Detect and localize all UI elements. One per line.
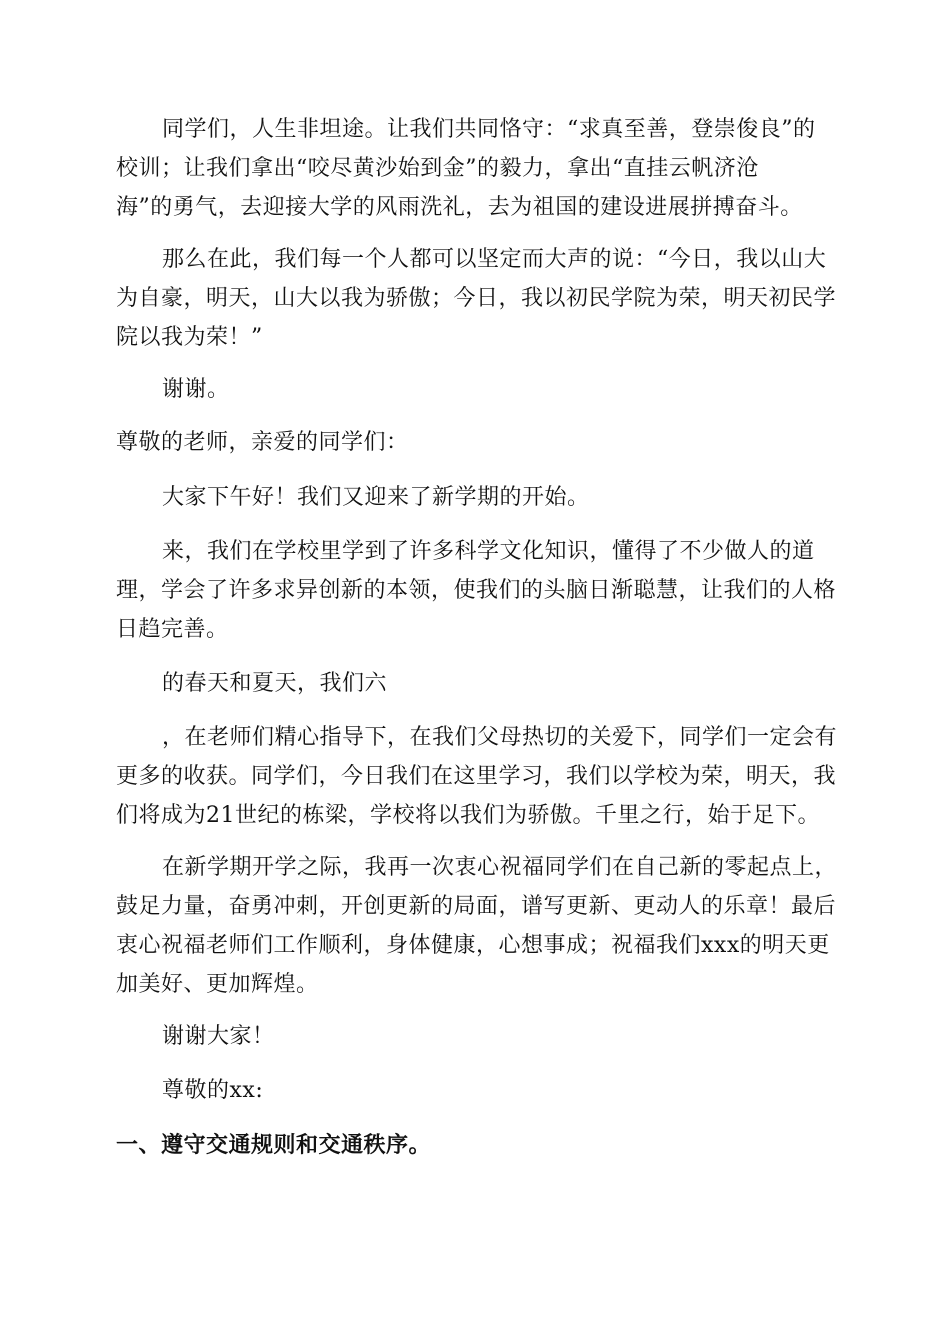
text-line: 同学们，人生非坦途。让我们共同恪守：“求真至善，登崇俊良”的	[162, 117, 816, 142]
paragraph-greeting	[116, 478, 836, 517]
text-line: 谢谢大家！	[162, 1024, 275, 1049]
text-line: 大家下午好！我们又迎来了新学期的开始。	[162, 485, 590, 510]
paragraph-salutation	[116, 423, 836, 462]
text-line: 为自豪，明天，山大以我为骄傲；今日，我以初民学院为荣，明天初民学	[116, 286, 837, 311]
paragraph-declaration	[116, 240, 836, 357]
text-line: 来，我们在学校里学到了许多科学文化知识，懂得了不少做人的道	[162, 539, 815, 564]
text-line: 的春天和夏天，我们六	[162, 671, 388, 696]
text-line: 尊敬的xx:	[162, 1078, 264, 1103]
paragraph-blessing	[116, 848, 836, 1004]
paragraph-salutation-xx	[116, 1071, 836, 1110]
section-heading	[116, 1126, 836, 1165]
paragraph-thanks	[116, 370, 836, 409]
text-line: 谢谢。	[162, 377, 230, 402]
text-line: ，在老师们精心指导下，在我们父母热切的关爱下，同学们一定会有	[162, 725, 838, 750]
paragraph-guidance	[116, 718, 836, 835]
text-line: 衷心祝福老师们工作顺利，身体健康，心想事成；祝福我们xxx的明天更	[116, 933, 830, 958]
text-line: 那么在此，我们每一个人都可以坚定而大声的说：“今日，我以山大	[162, 247, 827, 272]
text-line: 校训；让我们拿出“咬尽黄沙始到金”的毅力，拿出“直挂云帆济沧	[116, 156, 759, 181]
paragraph-thanks-all	[116, 1017, 836, 1056]
paragraph-learning	[116, 532, 836, 649]
paragraph-seasons	[116, 664, 836, 703]
text-line: 海”的勇气，去迎接大学的风雨洗礼，去为祖国的建设进展拼搏奋斗。	[116, 195, 803, 220]
text-line: 理，学会了许多求异创新的本领，使我们的头脑日渐聪慧，让我们的人格	[116, 578, 837, 603]
heading-text: 一、遵守交通规则和交通秩序。	[116, 1132, 432, 1158]
text-line: 鼓足力量，奋勇冲刺，开创更新的局面，谱写更新、更动人的乐章！最后	[116, 894, 837, 919]
text-line: 加美好、更加辉煌。	[116, 972, 319, 997]
paragraph-motto	[116, 110, 836, 227]
text-line: 们将成为21世纪的栋梁，学校将以我们为骄傲。千里之行，始于足下。	[116, 803, 820, 828]
text-line: 日趋完善。	[116, 617, 229, 642]
text-line: 院以我为荣！”	[116, 325, 263, 350]
text-line: 在新学期开学之际，我再一次衷心祝福同学们在自己新的零起点上，	[162, 855, 838, 880]
text-line: 尊敬的老师，亲爱的同学们：	[116, 430, 409, 455]
text-line: 更多的收获。同学们，今日我们在这里学习，我们以学校为荣，明天，我	[116, 764, 837, 789]
